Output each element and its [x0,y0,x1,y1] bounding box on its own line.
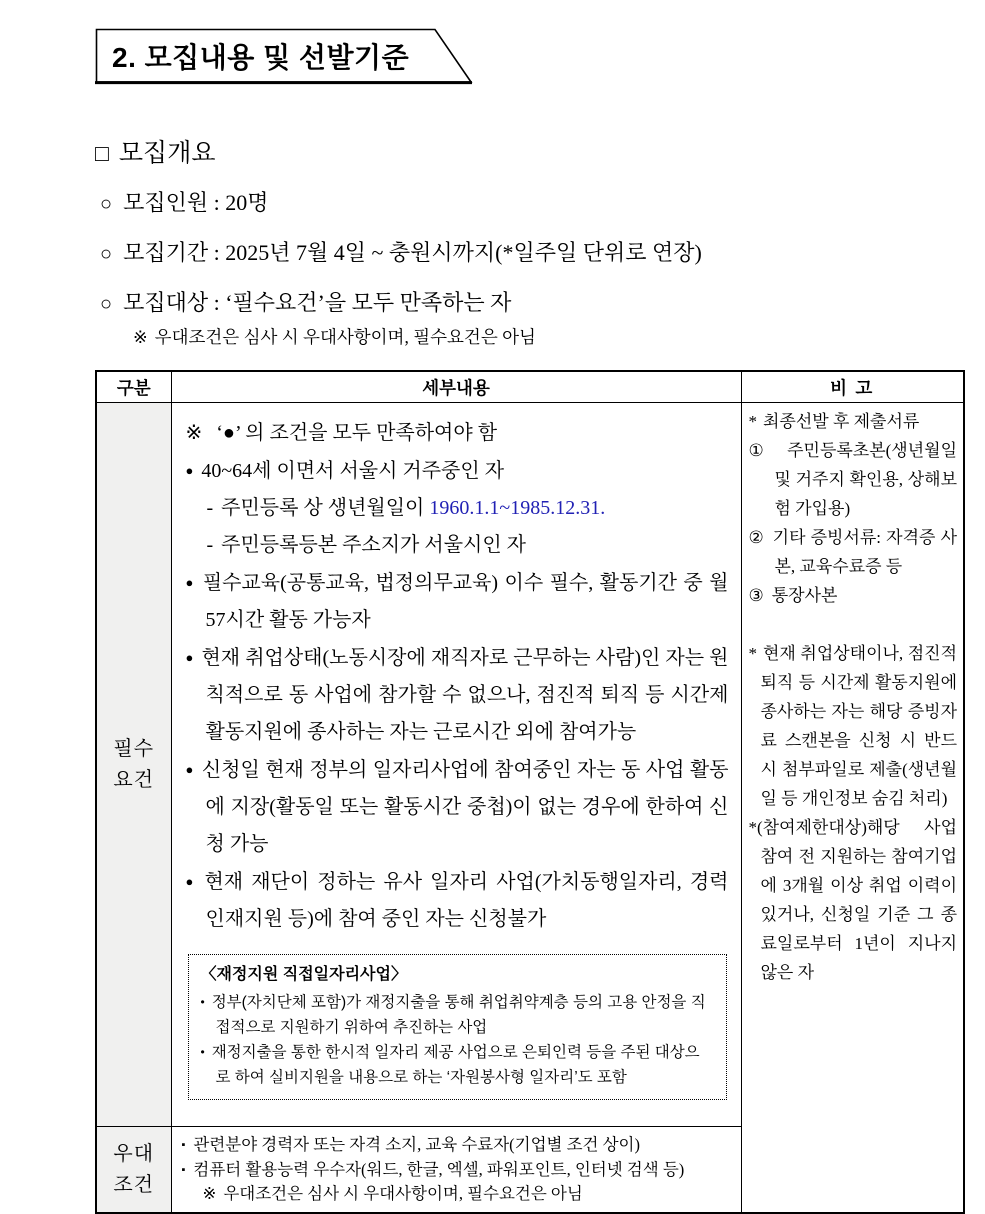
remark-participation-limit [749,813,958,987]
remark-text: 현재 취업상태이나, 점진적 퇴직 등 시간제 활동지원에 종사하는 자는 해당 증빙자료 스캔본을 신청 시 반드시 첨부파일로 제출(생년월일 등 개인정보 숨김 처리) [760,644,957,808]
remark-text: 기타 증빙서류: 자격증 사본, 교육수료증 등 [772,528,957,576]
remark-doc-2 [749,523,958,581]
reference-mark-icon: ※ [202,1184,217,1203]
circle-bullet-icon: ○ [100,293,113,315]
inner-box-text: 재정지출을 통한 한시적 일자리 제공 사업으로 은퇴인력 등을 주된 대상으로 하여 실비지원을 내용으로 하는 ‘자원봉사형 일자리’도 포함 [211,1044,700,1086]
remark-text: 최종선발 후 제출서류 [763,412,920,431]
preferred-text: 컴퓨터 활용능력 우수자(워드, 한글, 엑셀, 파워포인트, 인터넷 검색 등) [193,1159,685,1179]
overview-item-period [100,238,985,269]
remark-submission-docs [749,407,958,436]
remark-doc-1 [749,436,958,523]
sub-text: 주민등록등본 주소지가 서울시인 자 [221,534,526,556]
remark-employment-proof [749,639,958,813]
required-label-line1: 필수 [113,737,155,760]
overview-item-target [100,288,985,319]
bullet-text: 현재 취업상태(노동시장에 재직자로 근무하는 사람)인 자는 원칙적으로 동 사업에 참가할 수 없으나, 점진적 퇴직 등 시간제 활동지원에 종사하는 자는 근로시간 외에 참여가능 [201,647,729,743]
circled-one-icon: ① [748,441,780,460]
overview-item-text: 모집인원 : 20명 [123,190,269,215]
remarks-cell [741,403,964,1214]
required-details-cell [171,403,741,1127]
document-page [0,28,985,1214]
remark-text: 주민등록초본(생년월일 및 거주지 확인용, 상해보험 가입용) [774,441,957,518]
reference-mark-icon: ※ [185,422,203,444]
circled-three-icon: ③ [748,586,764,605]
preferred-bullet-career [182,1133,733,1158]
col-header-remarks: 비 고 [741,371,964,403]
inner-box-title: 〈재정지원 직접일자리사업〉 [200,966,407,983]
required-bullet-employment [186,639,729,751]
inner-box-text: 정부(자치단체 포함)가 재정지출을 통해 취업취약계층 등의 고용 안정을 직접적으로 지원하기 위하여 추진하는 사업 [211,994,706,1036]
dot-bullet-icon: • [200,995,205,1009]
sub-text: 주민등록 상 생년월일이 [221,497,430,519]
preferred-label-line2: 조건 [113,1173,155,1196]
preferred-footnote-text: 우대조건은 심사 시 우대사항이며, 필수요건은 아님 [223,1184,583,1203]
bullet-text: 신청일 현재 정부의 일자리사업에 참여중인 자는 동 사업 활동에 지장(활동일 또는 활동시간 중첩)이 없는 경우에 한하여 신청 가능 [201,759,729,855]
bullet-text: 필수교육(공통교육, 법정의무교육) 이수 필수, 활동기간 중 월 57시간 활동 가능자 [202,572,729,631]
overview-footnote [133,326,985,348]
required-bullet-similar-program [186,863,729,938]
required-row [96,403,964,1127]
remark-text: (참여제한대상)해당 사업 참여 전 지원하는 참여기업에 3개월 이상 취업 이력이 있거나, 신청일 기준 그 종료일로부터 1년이 지나지 않은 자 [757,818,957,982]
dot-bullet-icon: • [200,1045,205,1059]
required-note-line [186,415,729,452]
reference-mark-icon: ※ [133,327,148,347]
asterisk-mark-icon: * [748,818,757,837]
birthdate-range-highlight: 1960.1.1~1985.12.31. [429,497,606,519]
preferred-text: 관련분야 경력자 또는 자격 소지, 교육 수료자(기업별 조건 상이) [193,1135,640,1154]
remark-text: 통장사본 [771,586,838,605]
hollow-square-icon: □ [95,141,109,166]
table-header-row [96,371,964,403]
bullet-text: 현재 재단이 정하는 유사 일자리 사업(가치동행일자리, 경력 인재지원 등)에 참여 중인 자는 신청불가 [204,871,729,930]
section-title: 2. 모집내용 및 선발기준 [112,42,410,73]
criteria-table [95,370,965,1214]
overview-footnote-text: 우대조건은 심사 시 우대사항이며, 필수요건은 아님 [154,327,536,347]
preferred-footnote [182,1182,733,1206]
dot-bullet-icon: ● [185,650,194,665]
overview-heading-label: 모집개요 [118,140,216,167]
inner-box-bullet-1 [201,990,714,1040]
required-bullet-education [186,564,729,639]
dash-bullet-icon: - [206,534,214,556]
circle-bullet-icon: ○ [100,193,113,215]
inner-box-bullet-2 [201,1040,714,1090]
square-bullet-icon: ▪ [181,1163,186,1176]
col-header-category: 구분 [96,371,171,403]
required-bullet-gov-program [186,751,729,863]
square-bullet-icon: ▪ [181,1139,186,1151]
overview-item-text: 모집대상 : ‘필수요건’을 모두 만족하는 자 [123,290,512,315]
asterisk-mark-icon: * [748,644,757,663]
circled-two-icon: ② [748,528,765,547]
section-title-banner [95,28,475,84]
circle-bullet-icon: ○ [100,243,113,265]
col-header-details: 세부내용 [171,371,741,403]
required-note-text: ‘●’ 의 조건을 모두 만족하여야 함 [216,422,498,444]
required-bullet-age [186,452,729,490]
direct-job-program-box [188,954,727,1100]
overview-item-headcount [100,188,985,219]
required-label-line2: 요건 [113,768,155,791]
overview-heading [95,138,985,169]
required-sub-address [186,527,729,564]
asterisk-mark-icon: * [748,412,757,431]
remark-doc-3 [749,581,958,610]
preferred-label-line1: 우대 [113,1142,155,1165]
required-label-cell [96,403,171,1127]
overview-item-text: 모집기간 : 2025년 7월 4일 ~ 충원시까지(*일주일 단위로 연장) [123,240,702,265]
bullet-text: 40~64세 이면서 서울시 거주중인 자 [201,460,505,482]
dash-bullet-icon: - [206,497,214,519]
dot-bullet-icon: ● [185,762,194,777]
dot-bullet-icon: ● [185,575,195,590]
dot-bullet-icon: ● [185,874,197,889]
dot-bullet-icon: ● [185,463,194,478]
required-sub-birthdate [186,490,729,527]
